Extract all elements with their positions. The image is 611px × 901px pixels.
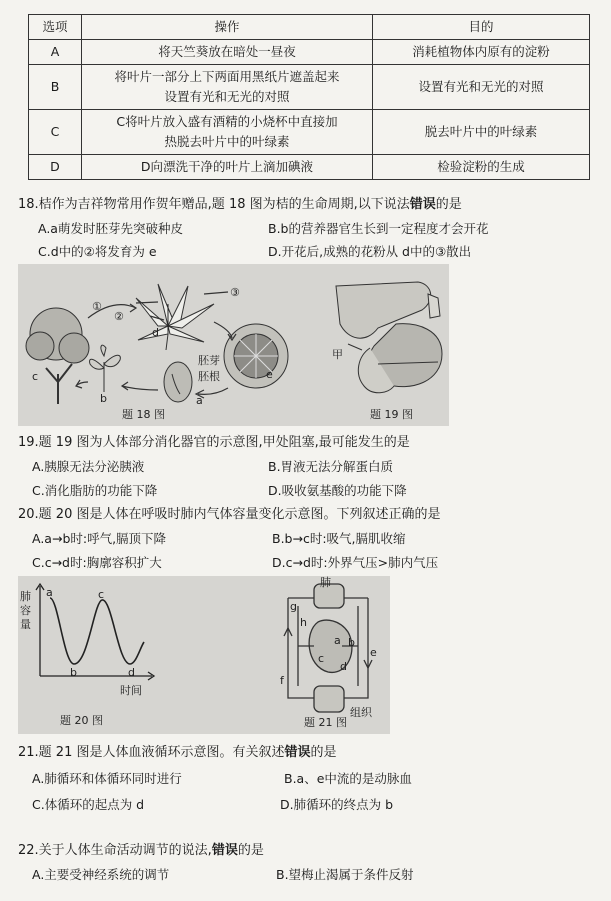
- fig20-x-label: 时间: [120, 684, 142, 697]
- figure-21-caption: 题 21 图: [304, 716, 347, 729]
- cell-line: 设置有光和无光的对照: [164, 89, 290, 104]
- fig21-lung-label: 肺: [320, 576, 331, 589]
- table-cell-option: D: [29, 155, 82, 180]
- stem-text: 21.题 21 图是人体血液循环示意图。有关叙述: [18, 745, 285, 760]
- fig21-letter-f: f: [280, 674, 284, 687]
- q21-option-b: B.a、e中流的是动脉血: [284, 771, 412, 786]
- flower-illustration: [136, 284, 214, 350]
- table-cell-option: B: [29, 65, 82, 110]
- q18-option-b: B.b的营养器官生长到一定程度才会开花: [268, 221, 489, 236]
- fig21-letter-c: c: [318, 652, 325, 665]
- stem-text: 的是: [310, 745, 337, 760]
- question-20-stem: 20.题 20 图是人体在呼吸时肺内气体容量变化示意图。下列叙述正确的是: [18, 507, 441, 522]
- fig20-point-d: d: [128, 666, 135, 679]
- stem-text: 22.关于人体生命活动调节的说法,: [18, 843, 212, 858]
- question-18-stem: [18, 196, 462, 214]
- q19-option-b: B.胃液无法分解蛋白质: [268, 459, 394, 474]
- table-header-row: [29, 15, 590, 40]
- question-21-stem: [18, 744, 337, 762]
- fig21-letter-g: g: [290, 600, 297, 613]
- question-22-stem: [18, 842, 264, 860]
- fig21-letter-b: b: [348, 636, 355, 649]
- jia-pointer: [348, 344, 362, 350]
- q21-option-d: D.肺循环的终点为 b: [280, 797, 394, 812]
- stem-keyword: 错误: [409, 197, 436, 212]
- table-cell-option: A: [29, 40, 82, 65]
- q22-option-a: A.主要受神经系统的调节: [32, 867, 170, 882]
- figure-20-caption: 题 20 图: [60, 714, 103, 727]
- fig18-label-2: ②: [114, 310, 124, 323]
- fig20-graph: [36, 584, 154, 680]
- q19-option-a: A.胰腺无法分泌胰液: [32, 459, 145, 474]
- digestive-organs-illustration: [336, 282, 442, 393]
- fig20-point-b: b: [70, 666, 77, 679]
- q21-option-c: C.体循环的起点为 d: [32, 797, 145, 812]
- fig18-label-peigen: 胚根: [198, 370, 220, 383]
- fig21-circulation-diagram: [284, 584, 372, 712]
- stem-keyword: 错误: [284, 745, 311, 760]
- table-cell-purpose: 检验淀粉的生成: [373, 155, 590, 180]
- table-cell-operation: [82, 65, 373, 110]
- table-row: [29, 155, 590, 180]
- fig20-point-c: c: [98, 588, 105, 601]
- table-header-cell: 选项: [29, 15, 82, 40]
- experiment-table: [28, 14, 590, 180]
- fig21-letter-a: a: [334, 634, 341, 647]
- table-cell-purpose: 消耗植物体内原有的淀粉: [373, 40, 590, 65]
- figure-20-21: [18, 576, 390, 734]
- table-cell-operation: [82, 110, 373, 155]
- table-row: [29, 65, 590, 110]
- q20-option-a: A.a→b时:呼气,膈顶下降: [32, 531, 167, 546]
- fig19-label-jia: 甲: [332, 348, 343, 361]
- stem-text: 的是: [435, 197, 462, 212]
- figure-19-caption: 题 19 图: [370, 408, 413, 421]
- table-header-cell: 目的: [373, 15, 590, 40]
- fig18-label-peiya: 胚芽: [198, 354, 220, 367]
- cell-line: C将叶片放入盛有酒精的小烧杯中直接加: [116, 114, 338, 129]
- fig21-tissue-label: 组织: [350, 706, 372, 719]
- fig21-letter-h: h: [300, 616, 307, 629]
- table-cell-option: C: [29, 110, 82, 155]
- fig18-label-c: c: [32, 370, 39, 383]
- q18-option-d: D.开花后,成熟的花粉从 d中的③散出: [268, 244, 472, 259]
- stem-text: 18.桔作为吉祥物常用作贺年赠品,题 18 图为桔的生命周期,以下说法: [18, 197, 410, 212]
- seedling-illustration: [90, 345, 121, 392]
- fig20-point-a: a: [46, 586, 53, 599]
- table-row: [29, 40, 590, 65]
- fig20-y-label: 肺容量: [20, 590, 31, 631]
- stem-text: 的是: [237, 843, 264, 858]
- table-cell-operation: [82, 40, 373, 65]
- q18-option-a: A.a萌发时胚芽先突破种皮: [38, 221, 183, 236]
- figure-18-19: [18, 264, 449, 426]
- q21-option-a: A.肺循环和体循环同时进行: [32, 771, 182, 786]
- q19-option-d: D.吸收氨基酸的功能下降: [268, 483, 407, 498]
- fig21-letter-d: d: [340, 660, 347, 673]
- tree-illustration: [26, 308, 89, 404]
- table-cell-purpose: 设置有光和无光的对照: [373, 65, 590, 110]
- fig18-label-b: b: [100, 392, 107, 405]
- fig21-letter-e: e: [370, 646, 377, 659]
- table-header-cell: 操作: [82, 15, 373, 40]
- fig18-label-d: d: [152, 326, 159, 339]
- fruit-cross-section: [224, 324, 288, 388]
- q19-option-c: C.消化脂肪的功能下降: [32, 483, 158, 498]
- question-19-stem: 19.题 19 图为人体部分消化器官的示意图,甲处阻塞,最可能发生的是: [18, 435, 410, 450]
- q20-option-c: C.c→d时:胸廓容积扩大: [32, 555, 162, 570]
- cell-line: 将叶片一部分上下两面用黑纸片遮盖起来: [114, 69, 340, 84]
- q18-option-c: C.d中的②将发育为 e: [38, 244, 157, 259]
- q22-option-b: B.望梅止渴属于条件反射: [276, 867, 414, 882]
- seed-illustration: [164, 362, 192, 402]
- cell-line: 将天竺葵放在暗处一昼夜: [158, 44, 296, 59]
- table-row: [29, 110, 590, 155]
- table-cell-operation: [82, 155, 373, 180]
- figure-18-caption: 题 18 图: [122, 408, 165, 421]
- q20-option-b: B.b→c时:吸气,膈肌收缩: [272, 531, 406, 546]
- table-cell-purpose: 脱去叶片中的叶绿素: [373, 110, 590, 155]
- fig18-label-1: ①: [92, 300, 102, 313]
- cell-line: D向漂洗干净的叶片上滴加碘液: [140, 159, 314, 174]
- figure-20-21-drawing: [18, 576, 390, 734]
- fig18-label-e: e: [266, 368, 273, 381]
- stem-keyword: 错误: [211, 843, 238, 858]
- fig18-label-3: ③: [230, 286, 240, 299]
- fig18-label-a: a: [196, 394, 203, 407]
- cell-line: 热脱去叶片中的叶绿素: [164, 134, 290, 149]
- q20-option-d: D.c→d时:外界气压>肺内气压: [272, 555, 439, 570]
